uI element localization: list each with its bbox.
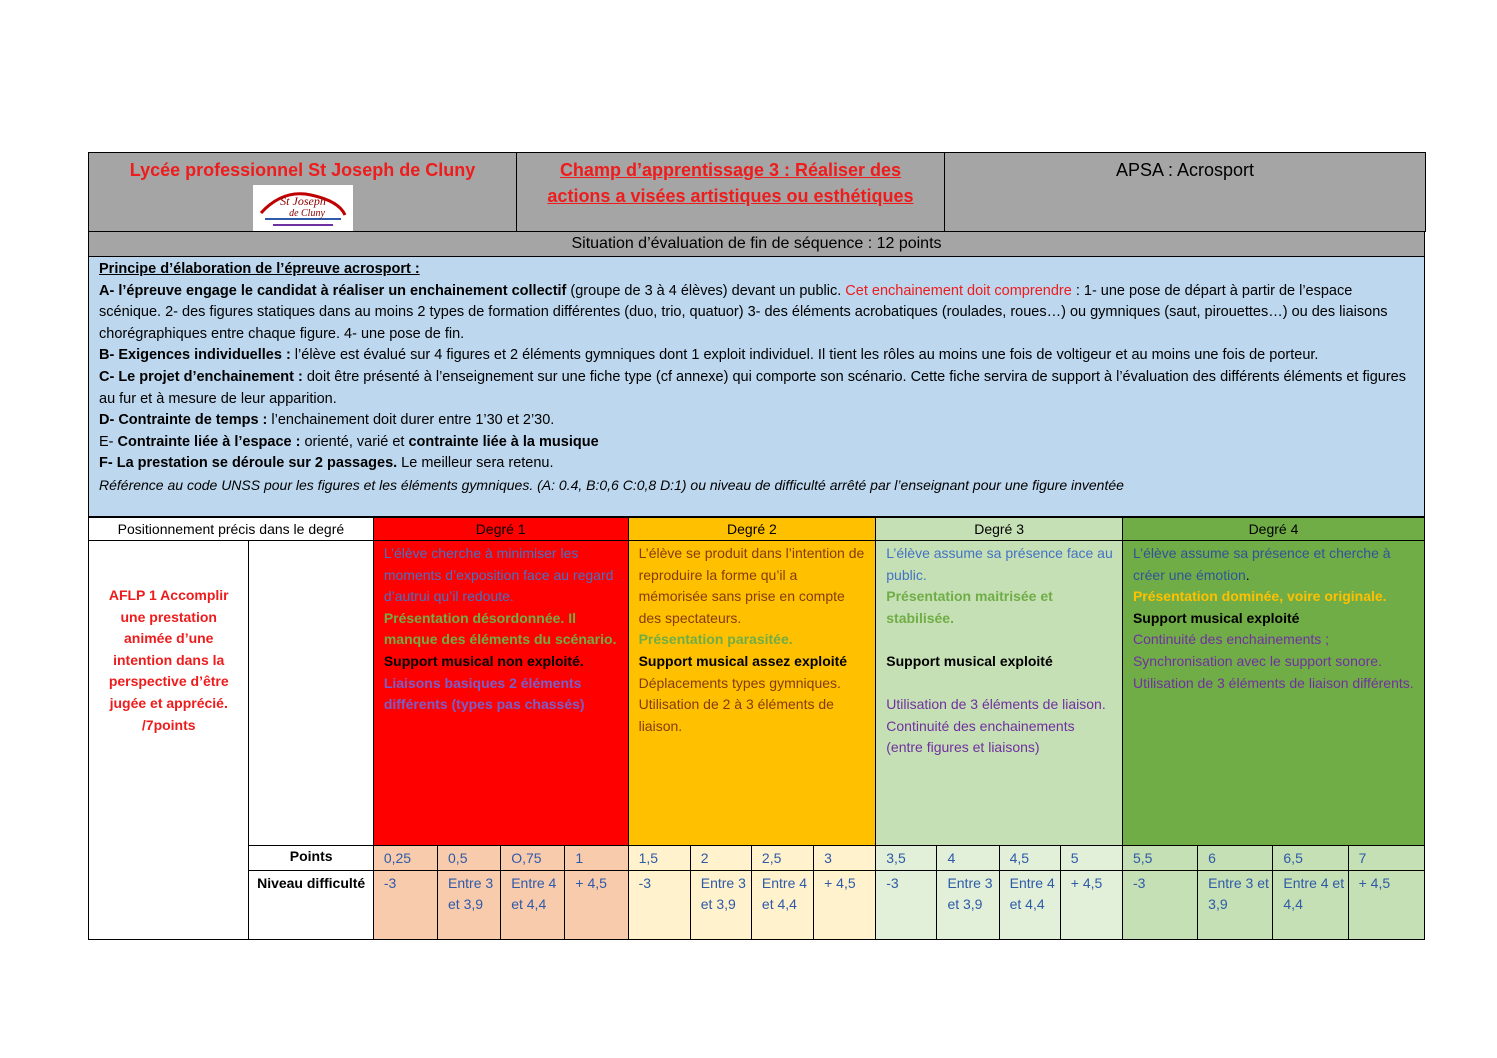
niveau-cell: + 4,5 xyxy=(1348,870,1424,939)
niveau-cell: Entre 3 et 3,9 xyxy=(937,870,999,939)
niveau-cell: Entre 4 et 4,4 xyxy=(999,870,1060,939)
principle-e: E- Contrainte liée à l’espace : orienté, varié et contrainte liée à la musique xyxy=(99,433,599,450)
points-cell: 2,5 xyxy=(751,846,813,871)
svg-text:St Joseph: St Joseph xyxy=(279,194,326,208)
niveau-cell: Entre 3 et 3,9 xyxy=(438,870,501,939)
school-name: Lycée professionnel St Joseph de Cluny xyxy=(129,160,476,180)
points-cell: 5 xyxy=(1060,846,1122,871)
principle-c: C- Le projet d’enchainement : doit être présenté à l’enseignement sur une fiche type (cf annexe) qui comporte son scénario. Cette fiche servira de support à l’évaluation des différents éléments et figures au fur et à mesure de leur apparition. xyxy=(99,368,1406,407)
niveau-cell: + 4,5 xyxy=(814,870,876,939)
svg-text:de Cluny: de Cluny xyxy=(288,208,325,219)
points-cell: 5,5 xyxy=(1122,846,1197,871)
principles-block xyxy=(88,257,1425,517)
points-cell: 1,5 xyxy=(628,846,690,871)
field-line-1: Champ d’apprentissage 3 : Réaliser des xyxy=(559,160,902,180)
school-logo xyxy=(253,185,353,231)
degree-1-header: Degré 1 xyxy=(373,518,628,541)
principle-b: B- Exigences individuelles : l’élève est évalué sur 4 figures et 2 éléments gymniques dont 1 exploit individuel. Il tient les rôles au moins une fois de voltigeur et au moins une fois de porteur. xyxy=(99,347,1319,364)
niveau-cell: Entre 4 et 4,4 xyxy=(501,870,565,939)
degree-2-header: Degré 2 xyxy=(628,518,876,541)
degree-3-description: L’élève assume sa présence face au public. Présentation maitrisée et stabilisée. Support musical exploité Utilisation de 3 éléments de liaison. Continuité des enchainements (entre figures et liaisons) xyxy=(876,541,1123,846)
degree-3-header: Degré 3 xyxy=(876,518,1123,541)
points-cell: O,75 xyxy=(501,846,565,871)
principles-title: Principe d’élaboration de l’épreuve acrosport : xyxy=(99,261,420,277)
evaluation-grid xyxy=(88,517,1425,940)
degree-4-header: Degré 4 xyxy=(1122,518,1424,541)
aflp-label: AFLP 1 Accomplir une prestation animée d’une intention dans la perspective d’être jugée et apprécié. /7points xyxy=(89,541,249,940)
niveau-cell: Entre 3 et 3,9 xyxy=(1198,870,1273,939)
school-cell xyxy=(89,153,517,232)
niveau-cell: + 4,5 xyxy=(1060,870,1122,939)
points-cell: 3,5 xyxy=(876,846,937,871)
niveau-cell: Entre 4 et 4,4 xyxy=(751,870,813,939)
degree-1-description: L’élève cherche à minimiser les moments d’exposition face au regard d’autrui qu’il redoute. Présentation désordonnée. Il manque des éléments du scénario. Support musical non exploité. Liaisons basiques 2 éléments différents (types pas chassés) xyxy=(373,541,628,846)
points-cell: 4 xyxy=(937,846,999,871)
niveau-cell: -3 xyxy=(1122,870,1197,939)
niveau-cell: Entre 4 et 4,4 xyxy=(1273,870,1348,939)
points-cell: 6,5 xyxy=(1273,846,1348,871)
points-cell: 6 xyxy=(1198,846,1273,871)
points-cell: 0,25 xyxy=(373,846,437,871)
niveau-label: Niveau difficulté xyxy=(249,870,373,939)
field-cell xyxy=(517,153,945,232)
points-cell: 1 xyxy=(565,846,628,871)
niveau-cell: -3 xyxy=(373,870,437,939)
apsa-title: APSA : Acrosport xyxy=(1115,160,1255,180)
degree-4-description: L’élève assume sa présence et cherche à créer une émotion. Présentation dominée, voire originale. Support musical exploité Continuité des enchainements ; Synchronisation avec le support sonore. Utilisation de 3 éléments de liaison différents. xyxy=(1122,541,1424,846)
field-line-2: actions a visées artistiques ou esthétiques xyxy=(547,186,914,206)
situation-title: Situation d’évaluation de fin de séquence : 12 points xyxy=(88,232,1425,257)
principle-a: A- l’épreuve engage le candidat à réaliser un enchainement collectif (groupe de 3 à 4 élèves) devant un public. Cet enchainement doit comprendre : 1- une pose de départ à partir de l’espace scénique. 2- des figures statiques dans au moins 2 types de formation différentes (duo, trio, quatuor) 3- des éléments acrobatiques (roulades, roues…) ou gymniques (saut, pirouettes…) ou des liaisons chorégraphiques entre chaque figure. 4- une pose de fin. xyxy=(99,282,1388,342)
points-cell: 3 xyxy=(814,846,876,871)
header-table xyxy=(88,152,1426,232)
points-cell: 0,5 xyxy=(438,846,501,871)
apsa-cell xyxy=(945,153,1426,232)
evaluation-sheet xyxy=(88,152,1425,940)
reference-note: Référence au code UNSS pour les figures et les éléments gymniques. (A: 0.4, B:0,6 C:0,8 D:1) ou niveau de difficulté arrêté par l’enseignant pour une figure inventée xyxy=(99,476,1124,493)
points-cell: 7 xyxy=(1348,846,1424,871)
degree-2-description: L’élève se produit dans l’intention de reproduire la forme qu’il a mémorisée sans prise en compte des spectateurs. Présentation parasitée. Support musical assez exploité Déplacements types gymniques. Utilisation de 2 à 3 éléments de liaison. xyxy=(628,541,876,846)
points-label: Points xyxy=(249,846,373,871)
points-cell: 4,5 xyxy=(999,846,1060,871)
niveau-cell: -3 xyxy=(628,870,690,939)
principle-d: D- Contrainte de temps : l’enchainement doit durer entre 1’30 et 2’30. xyxy=(99,412,555,429)
position-label: Positionnement précis dans le degré xyxy=(89,518,374,541)
niveau-cell: Entre 3 et 3,9 xyxy=(690,870,751,939)
empty-cell xyxy=(249,541,373,846)
niveau-cell: -3 xyxy=(876,870,937,939)
niveau-cell: + 4,5 xyxy=(565,870,628,939)
principle-f: F- La prestation se déroule sur 2 passages. Le meilleur sera retenu. xyxy=(99,455,554,472)
points-cell: 2 xyxy=(690,846,751,871)
